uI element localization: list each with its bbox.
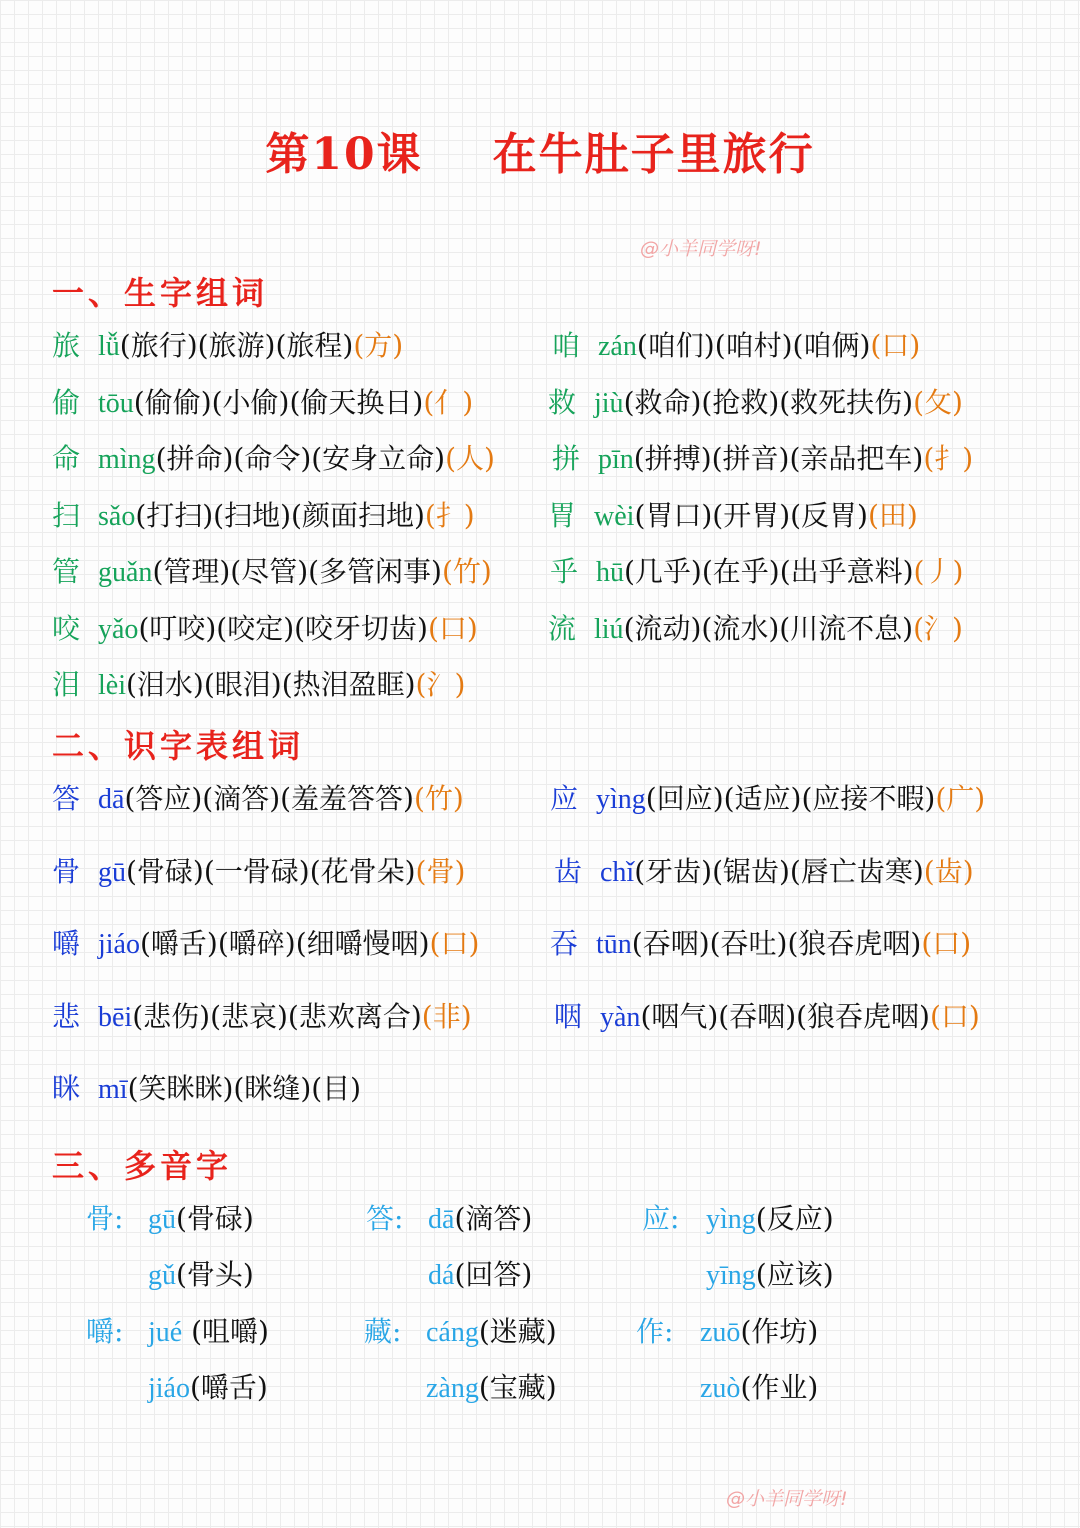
list-item: 拼 pīn(拼搏)(拼音)(亲品把车)(扌): [552, 442, 974, 475]
list-item: 乎 hū(几乎)(在乎)(出乎意料)(丿): [550, 555, 964, 588]
list-item: 悲 bēi(悲伤)(悲哀)(悲欢离合)(非): [52, 1000, 472, 1033]
list-item: 胃 wèi(胃口)(开胃)(反胃)(田): [548, 499, 918, 532]
polyphone-label: 应:: [642, 1202, 680, 1235]
list-item: 应 yìng(回应)(适应)(应接不暇)(广): [550, 782, 986, 815]
polyphone-reading: yīng(应该): [706, 1258, 834, 1291]
polyphone-label: 嚼:: [86, 1315, 124, 1348]
list-item: 咬 yǎo(叮咬)(咬定)(咬牙切齿)(口): [52, 612, 478, 645]
list-item: 救 jiù(救命)(抢救)(救死扶伤)(攵): [548, 386, 963, 419]
list-item: 流 liú(流动)(流水)(川流不息)(氵): [548, 612, 963, 645]
list-item: 管 guǎn(管理)(尽管)(多管闲事)(竹): [52, 555, 492, 588]
section-heading-1: 一、生字组词: [52, 274, 269, 312]
polyphone-reading: cáng(迷藏): [426, 1315, 557, 1348]
polyphone-label: 骨:: [86, 1202, 124, 1235]
list-item: 旅 lǚ(旅行)(旅游)(旅程)(方): [52, 329, 404, 362]
lesson-name: 在牛肚子里旅行: [492, 129, 815, 180]
section-heading-2: 二、识字表组词: [52, 727, 305, 765]
polyphone-reading: gū(骨碌): [148, 1202, 254, 1235]
list-item: 偷 tōu(偷偷)(小偷)(偷天换日)(亻): [52, 386, 474, 419]
section-heading-3: 三、多音字: [52, 1147, 233, 1185]
polyphone-reading: dā(滴答): [428, 1202, 533, 1235]
list-item: 命 mìng(拼命)(命令)(安身立命)(人): [52, 442, 495, 475]
polyphone-reading: jiáo(嚼舌): [148, 1371, 268, 1404]
list-item: 嚼 jiáo(嚼舌)(嚼碎)(细嚼慢咽)(口): [52, 927, 480, 960]
list-item: 眯 mī(笑眯眯)(眯缝)(目): [52, 1072, 362, 1105]
polyphone-label: 答:: [366, 1202, 404, 1235]
list-item: 咱 zán(咱们)(咱村)(咱俩)(口): [552, 329, 921, 362]
polyphone-label: 作:: [636, 1315, 674, 1348]
list-item: 吞 tūn(吞咽)(吞吐)(狼吞虎咽)(口): [550, 927, 972, 960]
list-item: 答 dā(答应)(滴答)(羞羞答答)(竹): [52, 782, 464, 815]
watermark-top: @小羊同学呀!: [640, 238, 762, 260]
polyphone-reading: gǔ(骨头): [148, 1258, 254, 1291]
polyphone-reading: jué (咀嚼): [148, 1315, 269, 1348]
polyphone-reading: yìng(反应): [706, 1202, 834, 1235]
polyphone-reading: zuò(作业): [700, 1371, 819, 1404]
watermark-bottom: @小羊同学呀!: [726, 1488, 848, 1510]
list-item: 齿 chǐ(牙齿)(锯齿)(唇亡齿寒)(齿): [554, 855, 974, 888]
polyphone-label: 藏:: [364, 1315, 402, 1348]
polyphone-reading: zàng(宝藏): [426, 1371, 557, 1404]
lesson-number: 第10课: [265, 129, 423, 180]
list-item: 咽 yàn(咽气)(吞咽)(狼吞虎咽)(口): [554, 1000, 980, 1033]
list-item: 骨 gū(骨碌)(一骨碌)(花骨朵)(骨): [52, 855, 466, 888]
list-item: 泪 lèi(泪水)(眼泪)(热泪盈眶)(氵): [52, 668, 466, 701]
page-title: [0, 118, 1080, 182]
polyphone-reading: dá(回答): [428, 1258, 533, 1291]
list-item: 扫 sǎo(打扫)(扫地)(颜面扫地)(扌): [52, 499, 475, 532]
polyphone-reading: zuō(作坊): [700, 1315, 819, 1348]
